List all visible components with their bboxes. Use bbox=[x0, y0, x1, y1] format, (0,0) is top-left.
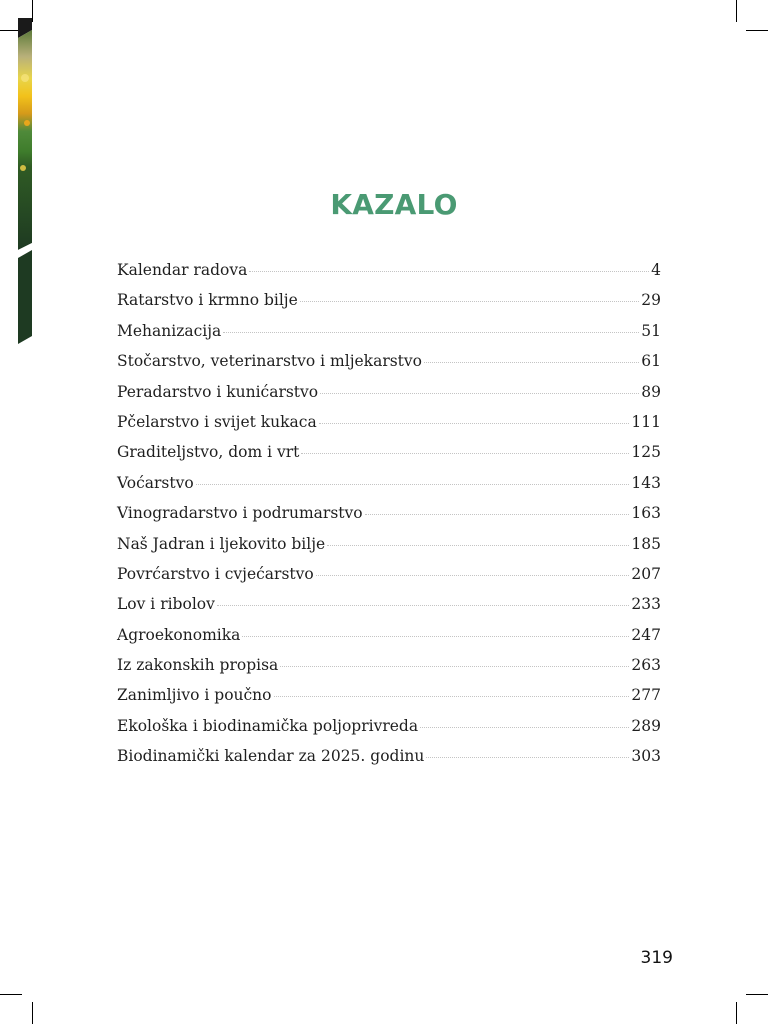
toc-dot-leader bbox=[316, 575, 630, 576]
toc-entry-page: 263 bbox=[631, 656, 661, 675]
toc-entry-page: 51 bbox=[641, 321, 661, 340]
toc-entry[interactable] bbox=[117, 744, 661, 774]
toc-dot-leader bbox=[300, 301, 639, 302]
toc-entry[interactable] bbox=[117, 349, 661, 379]
toc-entry-label: Agroekonomika bbox=[117, 625, 241, 644]
toc-entry[interactable] bbox=[117, 258, 661, 288]
crop-mark bbox=[0, 994, 22, 995]
toc-entry-label: Stočarstvo, veterinarstvo i mljekarstvo bbox=[117, 352, 422, 371]
toc-entry-label: Naš Jadran i ljekovito bilje bbox=[117, 534, 326, 553]
crop-mark bbox=[736, 0, 737, 22]
toc-entry[interactable] bbox=[117, 683, 661, 713]
page-number: 319 bbox=[640, 948, 673, 968]
toc-entry[interactable] bbox=[117, 440, 661, 470]
toc-entry-label: Kalendar radova bbox=[117, 261, 248, 279]
decorative-photo-strip bbox=[18, 18, 32, 344]
toc-entry-page: 277 bbox=[631, 686, 661, 705]
toc-dot-leader bbox=[320, 393, 639, 394]
toc-dot-leader bbox=[242, 636, 629, 637]
crop-mark bbox=[32, 0, 33, 22]
toc-entry[interactable] bbox=[117, 653, 661, 683]
crop-mark bbox=[32, 1002, 33, 1024]
toc-entry-page: 207 bbox=[631, 564, 661, 583]
toc-dot-leader bbox=[301, 453, 629, 454]
toc-entry-page: 111 bbox=[631, 412, 661, 431]
toc-entry-page: 61 bbox=[641, 352, 661, 371]
table-of-contents bbox=[117, 258, 661, 775]
toc-entry-label: Lov i ribolov bbox=[117, 595, 215, 614]
toc-entry-label: Ratarstvo i krmno bilje bbox=[117, 291, 298, 310]
toc-entry-page: 247 bbox=[631, 625, 661, 644]
toc-entry-page: 303 bbox=[631, 747, 661, 766]
toc-entry-label: Zanimljivo i poučno bbox=[117, 686, 272, 705]
toc-entry-label: Iz zakonskih propisa bbox=[117, 656, 279, 675]
toc-entry-page: 89 bbox=[641, 382, 661, 401]
toc-entry-label: Pčelarstvo i svijet kukaca bbox=[117, 412, 317, 431]
toc-dot-leader bbox=[319, 423, 630, 424]
toc-entry[interactable] bbox=[117, 532, 661, 562]
toc-entry[interactable] bbox=[117, 319, 661, 349]
toc-entry-page: 233 bbox=[631, 595, 661, 614]
toc-entry-page: 163 bbox=[631, 504, 661, 523]
toc-entry-label: Voćarstvo bbox=[117, 473, 194, 492]
toc-entry[interactable] bbox=[117, 501, 661, 531]
toc-dot-leader bbox=[365, 514, 630, 515]
toc-dot-leader bbox=[274, 696, 630, 697]
toc-dot-leader bbox=[426, 757, 629, 758]
toc-entry-page: 125 bbox=[631, 443, 661, 462]
toc-entry[interactable] bbox=[117, 623, 661, 653]
toc-dot-leader bbox=[420, 727, 629, 728]
toc-entry[interactable] bbox=[117, 471, 661, 501]
crop-mark bbox=[746, 30, 768, 31]
toc-entry-page: 143 bbox=[631, 473, 661, 492]
toc-dot-leader bbox=[327, 545, 629, 546]
toc-entry-label: Vinogradarstvo i podrumarstvo bbox=[117, 504, 363, 523]
toc-entry-label: Povrćarstvo i cvjećarstvo bbox=[117, 564, 314, 583]
crop-mark bbox=[746, 994, 768, 995]
toc-entry-label: Biodinamički kalendar za 2025. godinu bbox=[117, 747, 425, 766]
toc-entry[interactable] bbox=[117, 288, 661, 318]
toc-entry-page: 29 bbox=[641, 291, 661, 310]
toc-entry[interactable] bbox=[117, 410, 661, 440]
toc-entry-label: Mehanizacija bbox=[117, 321, 222, 340]
toc-entry[interactable] bbox=[117, 592, 661, 622]
toc-dot-leader bbox=[249, 271, 649, 272]
page-title: KAZALO bbox=[330, 188, 458, 221]
toc-entry-page: 289 bbox=[631, 716, 661, 735]
toc-entry-label: Graditeljstvo, dom i vrt bbox=[117, 443, 300, 462]
toc-entry[interactable] bbox=[117, 714, 661, 744]
toc-dot-leader bbox=[196, 484, 630, 485]
toc-entry[interactable] bbox=[117, 380, 661, 410]
crop-mark bbox=[736, 1002, 737, 1024]
toc-dot-leader bbox=[424, 362, 639, 363]
toc-dot-leader bbox=[223, 332, 639, 333]
toc-entry-page: 185 bbox=[631, 534, 661, 553]
toc-entry-page: 4 bbox=[651, 261, 661, 279]
toc-dot-leader bbox=[280, 666, 629, 667]
toc-entry[interactable] bbox=[117, 562, 661, 592]
toc-entry-label: Ekološka i biodinamička poljoprivreda bbox=[117, 716, 419, 735]
toc-entry-label: Peradarstvo i kunićarstvo bbox=[117, 382, 319, 401]
toc-dot-leader bbox=[217, 605, 630, 606]
